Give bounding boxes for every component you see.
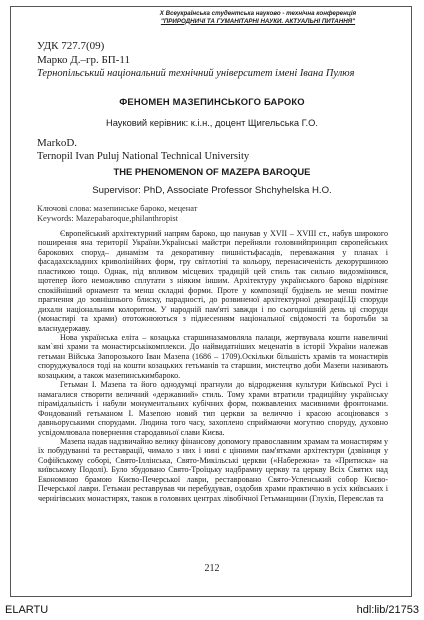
supervisor-ua: Науковий керівник: к.і.н., доцент Щигельська Г.О. — [106, 118, 318, 128]
affiliation-en: Ternopil Ivan Puluj National Technical University — [37, 151, 250, 162]
paragraph: Гетьман І. Мазепа та його однодумці прагнули до відродження культури Київської Русі і намагалися створити величний «державний» стиль. Тому храми втратили традиційну українську пірамідальність і набули монументальних кубічних форм, пожвавлених масивними фронтонами. Фондований гетьманом І. Мазепою новий тип церкви за величчю і красою асоціювався з давньоруськими спорудами. Людина того часу, захоплено сприймаючи могутню споруду, духовно усвідомлювала повернення стародавньої слави Києва. — [38, 380, 388, 437]
conference-header — [128, 10, 388, 25]
keywords-en: Keywords: Mazepabaroque,philanthropist — [37, 214, 178, 223]
title-en: THE PHENOMENON OF MAZEPA BAROQUE — [113, 166, 311, 177]
paragraph: Європейський архітектурний напрям бароко, що панував у XVII – XVIII ст., набув широкого поширення яна території України.Українські майстри перейняли головнийпринцип європейських барокових споруд– динамізм та декоративну пишністьфасадів, переважання у планах і фасадахскладних криволінійних форм, гру світлотіні та кольору, перенасиченість декоруршиною пластикою тощо. Однак, під впливом місцевих традицій цей стиль так сильно видозмінився, щотепер його неможливо сплутати з ніяким іншим. Архітектуру українського бароко відрізняє спокійніший орнамент та менш складні форми. Проте у композиції будівель не менш помітне прагнення до зовнішнього блиску, парадності, до розвиненої архітектурної декорації.Ці споруди дихали національним колоритом. У народній пам'яті завжди і по сьогоднішній день ці споруди (монастирі та храми) ототожнюються з піднесенням національної свідомості та боротьби за власнудержаву. — [38, 229, 388, 333]
footer-repository-label: ELARTU — [5, 604, 49, 616]
page-number: 212 — [204, 563, 220, 574]
title-ua: ФЕНОМЕН МАЗЕПИНСЬКОГО БАРОКО — [119, 96, 305, 107]
author-ua: Марко Д.–гр. БП-11 — [37, 54, 130, 66]
udk-code: УДК 727.7(09) — [37, 40, 105, 52]
footer-handle: hdl:lib/21753 — [356, 604, 419, 616]
affiliation-ua: Тернопільський національний технічний університет імені Івана Пулюя — [37, 68, 355, 79]
author-en: MarkoD. — [37, 137, 78, 149]
keywords-ua: Ключові слова: мазепинське бароко, меценат — [37, 204, 198, 213]
paragraph: Нова українська еліта – козацька старшиназамовляла палаци, жертвувала кошти навеличні кам`яні храми та монастирськікомплекси. До найвидатніших меценатів в історії України належав гетьман Війська Запорозького Іван Мазепа (1686 – 1709).Оскільки більшість храмів та монастирів споруджувалося тоді на кошти козацьких гетьманів та старшин, мистецтво доби Мазепи називають козацьким, а також мазепинськимбароко. — [38, 332, 388, 380]
paragraph: Мазепа надав надзвичайно велику фінансову допомогу православним храмам та монастирям у їх побудуванні та реставрації, чимало з них і нині є цінними пам'ятками архітектури (дзвіниця у Софійському соборі, Свято-Іллінська, Свято-Микільські церкви («Набережна» та «Притиска» на київському Подолі). Було збудовано Свято-Троїцьку надбрамну церкву та церкву Всіх Святих над Економною брамою Києво-Печерської лаври, реставровано Свято-Успенський собор Києво-Печерської лаври. Гетьман реставрував чи перебудував, оздобив храми практично в усіх київських і чернігівських монастирях, також в головних центрах лівобічної Гетьманщини (Глухів, Переяслав та — [38, 436, 388, 503]
header-line-1: X Всеукраїнська студентська науково - технічна конференція — [159, 10, 357, 17]
supervisor-en: Supervisor: PhD, Associate Professor Shchyhelska H.O. — [92, 185, 332, 196]
header-line-2: "ПРИРОДНИЧІ ТА ГУМАНІТАРНІ НАУКИ. АКТУАЛЬНІ ПИТАННЯ" — [160, 17, 356, 25]
article-body — [38, 229, 388, 503]
